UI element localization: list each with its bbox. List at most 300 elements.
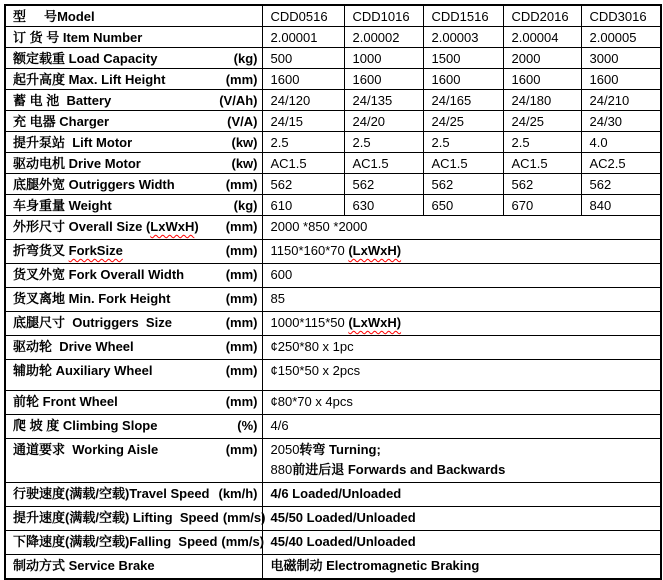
row-label — [13, 533, 217, 550]
text-segment: Min. Fork Height — [68, 291, 171, 306]
value-text: 2000 — [511, 51, 541, 66]
label-unit-wrap — [6, 288, 262, 308]
row-unit: (mm) — [225, 177, 258, 192]
value-text: 1600 — [431, 72, 461, 87]
spec-value-item-number-col2 — [344, 27, 423, 48]
spec-value-model-col5 — [581, 5, 661, 27]
text-segment: Working Aisle — [72, 442, 159, 457]
spec-value-lift-motor-col5 — [581, 132, 661, 153]
text-segment: 订 货 号 — [13, 30, 63, 45]
spec-row-auxiliary-wheel — [5, 360, 661, 391]
text-segment: 前进后退 — [292, 462, 348, 477]
row-label — [13, 290, 170, 307]
row-unit: (km/h) — [218, 486, 258, 501]
value-text: 610 — [270, 198, 293, 213]
spec-row-max-lift-height — [5, 69, 661, 90]
spec-label-service-brake — [5, 555, 262, 580]
spec-value-item-number-col5 — [581, 27, 661, 48]
row-unit: (V/Ah) — [219, 93, 258, 108]
text-segment: ¢80*70 x 4pcs — [270, 394, 353, 409]
spec-row-lift-motor — [5, 132, 661, 153]
spellcheck-flagged-text: LxWxH — [150, 219, 195, 234]
label-unit-wrap — [6, 312, 262, 332]
value-line — [271, 266, 659, 286]
text-segment: 驱动电机 — [13, 156, 69, 171]
spec-label-auxiliary-wheel — [5, 360, 262, 391]
label-unit-wrap — [6, 111, 262, 131]
spec-value-max-lift-height-col3 — [423, 69, 503, 90]
spec-table-body — [5, 5, 661, 579]
spec-label-battery — [5, 90, 262, 111]
row-label — [13, 417, 157, 434]
value-text: CDD1016 — [352, 9, 410, 24]
row-label — [13, 176, 175, 193]
row-unit: (mm) — [225, 267, 258, 282]
spec-label-charger — [5, 111, 262, 132]
text-segment: 880 — [270, 462, 293, 477]
spec-label-falling-speed — [5, 531, 265, 555]
spec-label-climbing-slope — [5, 415, 262, 439]
spec-value-charger-col4 — [503, 111, 581, 132]
value-text: 1600 — [511, 72, 541, 87]
spec-row-load-capacity — [5, 48, 661, 69]
row-unit: (kw) — [231, 135, 258, 150]
text-segment: 行驶速度(满载/空载) — [13, 486, 130, 501]
text-segment: 85 — [270, 291, 285, 306]
spec-label-load-capacity — [5, 48, 262, 69]
text-segment: Electromagnetic Braking — [326, 558, 480, 573]
value-text: 24/25 — [511, 114, 545, 129]
text-segment: 爬 坡 度 — [13, 418, 63, 433]
spec-value-model-col2 — [344, 5, 423, 27]
text-segment: ¢250*80 x 1pc — [270, 339, 354, 354]
value-text: 24/135 — [352, 93, 393, 108]
text-segment: 货叉外宽 — [13, 267, 69, 282]
spec-label-fork-overall-width — [5, 264, 262, 288]
value-text: CDD3016 — [589, 9, 647, 24]
row-label — [13, 197, 112, 214]
spec-value-drive-motor-col3 — [423, 153, 503, 174]
label-unit-wrap — [6, 555, 262, 575]
spec-row-min-fork-height — [5, 288, 661, 312]
label-unit-wrap — [6, 240, 262, 260]
row-label — [13, 338, 134, 355]
label-unit-wrap — [6, 360, 262, 380]
spec-value-load-capacity-col1 — [262, 48, 344, 69]
value-text: 24/25 — [431, 114, 465, 129]
spec-row-outriggers-width — [5, 174, 661, 195]
spec-value-weight-col2 — [344, 195, 423, 216]
spec-value-outriggers-width-col2 — [344, 174, 423, 195]
spec-value-outriggers-width-col5 — [581, 174, 661, 195]
value-text: 2.5 — [511, 135, 530, 150]
spec-label-drive-wheel — [5, 336, 262, 360]
spec-value-weight-col4 — [503, 195, 581, 216]
label-unit-wrap — [6, 507, 266, 527]
value-line — [271, 557, 659, 577]
text-segment: 充 电器 — [13, 114, 60, 129]
value-text: AC2.5 — [589, 156, 626, 171]
spec-row-weight — [5, 195, 661, 216]
row-unit: (mm) — [225, 291, 258, 306]
text-segment: Drive Motor — [68, 156, 141, 171]
text-segment: 1150*160*70 — [270, 243, 349, 258]
value-text: 562 — [270, 177, 293, 192]
spec-value-battery-col5 — [581, 90, 661, 111]
row-unit: (mm/s) — [221, 534, 265, 549]
value-text: AC1.5 — [270, 156, 307, 171]
row-label — [13, 155, 141, 172]
row-unit: (kg) — [233, 198, 258, 213]
label-unit-wrap — [6, 216, 262, 236]
text-segment: 提升速度(满载/空载) — [13, 510, 133, 525]
row-unit: (mm) — [225, 315, 258, 330]
row-unit: (V/A) — [227, 114, 258, 129]
text-segment: 外形尺寸 — [13, 219, 69, 234]
text-segment: Climbing Slope — [62, 418, 158, 433]
value-line — [271, 362, 659, 382]
spec-value-working-aisle — [262, 439, 661, 483]
value-text: 670 — [511, 198, 534, 213]
value-line — [271, 242, 659, 262]
label-unit-wrap — [6, 132, 262, 152]
spec-label-item-number — [5, 27, 262, 48]
value-text: 24/210 — [589, 93, 630, 108]
label-unit-wrap — [6, 174, 262, 194]
row-label — [13, 113, 109, 130]
spec-value-drive-wheel — [262, 336, 661, 360]
text-segment: 2050 — [270, 442, 300, 457]
value-text: 2.5 — [270, 135, 289, 150]
row-label — [13, 362, 152, 379]
value-text — [263, 288, 661, 311]
value-line — [271, 461, 659, 481]
row-label — [13, 266, 184, 283]
label-unit-wrap — [6, 483, 262, 503]
label-unit-wrap — [6, 531, 265, 551]
text-segment: Outriggers Size — [72, 315, 172, 330]
value-text: 1500 — [431, 51, 461, 66]
spec-value-weight-col3 — [423, 195, 503, 216]
spec-value-max-lift-height-col4 — [503, 69, 581, 90]
row-unit: (mm) — [225, 243, 258, 258]
text-segment: 下降速度(满载/空载) — [13, 534, 130, 549]
spec-value-climbing-slope — [262, 415, 661, 439]
value-text: 562 — [589, 177, 612, 192]
row-unit: (mm) — [225, 72, 258, 87]
value-line — [271, 441, 659, 461]
label-unit-wrap — [6, 48, 262, 68]
row-label — [13, 29, 142, 46]
spec-label-lift-motor — [5, 132, 262, 153]
text-segment: Overall Size ( — [68, 219, 151, 234]
value-text: 2.00003 — [431, 30, 479, 45]
spec-value-charger-col5 — [581, 111, 661, 132]
text-segment: 1000*115*50 — [270, 315, 349, 330]
text-segment: 45/50 Loaded/Unloaded — [270, 510, 416, 525]
spec-value-model-col1 — [262, 5, 344, 27]
spec-label-overall-size — [5, 216, 262, 240]
value-line — [271, 290, 659, 310]
spec-label-front-wheel — [5, 391, 262, 415]
spec-label-lifting-speed — [5, 507, 266, 531]
text-segment: 通道要求 — [13, 442, 73, 457]
text-segment: Forwards and Backwards — [347, 462, 506, 477]
spellcheck-flagged-text: ForkSize — [68, 243, 123, 258]
value-line — [271, 485, 659, 505]
row-unit: (kg) — [233, 51, 258, 66]
text-segment: Lifting Speed — [132, 510, 219, 525]
value-text: 1600 — [352, 72, 382, 87]
spec-label-weight — [5, 195, 262, 216]
text-segment: 转弯 — [299, 442, 330, 457]
spec-value-charger-col1 — [262, 111, 344, 132]
value-text: AC1.5 — [431, 156, 468, 171]
text-segment: 前轮 — [13, 394, 43, 409]
spec-row-front-wheel — [5, 391, 661, 415]
spec-value-model-col3 — [423, 5, 503, 27]
spec-value-battery-col1 — [262, 90, 344, 111]
label-unit-wrap — [6, 195, 262, 215]
text-segment: Fork Overall Width — [68, 267, 185, 282]
spec-value-weight-col1 — [262, 195, 344, 216]
row-unit: (mm) — [225, 394, 258, 409]
row-unit: (mm) — [225, 219, 258, 234]
value-line — [271, 417, 659, 437]
spec-row-battery — [5, 90, 661, 111]
text-segment: Charger — [59, 114, 110, 129]
spec-value-battery-col4 — [503, 90, 581, 111]
row-label — [13, 242, 123, 259]
text-segment: Auxiliary Wheel — [55, 363, 153, 378]
spec-value-battery-col3 — [423, 90, 503, 111]
row-unit: (%) — [237, 418, 258, 433]
spec-label-drive-motor — [5, 153, 262, 174]
spec-label-fork-size — [5, 240, 262, 264]
text-segment: 45/40 Loaded/Unloaded — [270, 534, 416, 549]
value-line — [271, 393, 659, 413]
spec-value-front-wheel — [262, 391, 661, 415]
spec-value-item-number-col4 — [503, 27, 581, 48]
text-segment: 提升泵站 — [13, 135, 73, 150]
value-text: 1600 — [589, 72, 619, 87]
text-segment: ) — [194, 219, 199, 234]
value-text: CDD2016 — [511, 9, 569, 24]
value-text — [263, 439, 661, 482]
label-unit-wrap — [6, 153, 262, 173]
text-segment: ¢150*50 x 2pcs — [270, 363, 361, 378]
spec-row-model — [5, 5, 661, 27]
text-segment: 蓄 电 池 — [13, 93, 67, 108]
row-unit: (kw) — [231, 156, 258, 171]
text-segment: 辅助轮 — [13, 363, 56, 378]
value-text: 650 — [431, 198, 454, 213]
value-text: 562 — [352, 177, 375, 192]
value-text: 2.5 — [431, 135, 450, 150]
spec-value-item-number-col3 — [423, 27, 503, 48]
value-text — [263, 415, 661, 438]
spec-value-drive-motor-col5 — [581, 153, 661, 174]
label-unit-wrap — [6, 69, 262, 89]
text-segment: Item Number — [62, 30, 143, 45]
row-label — [13, 92, 111, 109]
spec-row-overall-size — [5, 216, 661, 240]
spec-value-outriggers-width-col3 — [423, 174, 503, 195]
row-unit: (mm) — [225, 442, 258, 457]
text-segment: 制动方式 — [13, 558, 69, 573]
spec-row-lifting-speed — [5, 507, 661, 531]
spec-table — [4, 4, 662, 580]
row-label — [13, 50, 157, 67]
spec-row-working-aisle — [5, 439, 661, 483]
row-label — [13, 557, 155, 574]
row-label — [13, 441, 158, 458]
text-segment: 底腿外宽 — [13, 177, 69, 192]
text-segment: 车身重量 — [13, 198, 69, 213]
row-label — [13, 314, 172, 331]
value-text: 2.00001 — [270, 30, 318, 45]
text-segment: 折弯货叉 — [13, 243, 69, 258]
spec-value-drive-motor-col1 — [262, 153, 344, 174]
spec-row-drive-motor — [5, 153, 661, 174]
value-text: CDD0516 — [270, 9, 328, 24]
spellcheck-flagged-text: (LxWxH) — [348, 243, 402, 258]
value-text: AC1.5 — [352, 156, 389, 171]
text-segment: 货叉离地 — [13, 291, 69, 306]
value-text: 1600 — [270, 72, 300, 87]
spec-label-travel-speed — [5, 483, 262, 507]
spec-value-lift-motor-col1 — [262, 132, 344, 153]
spec-row-item-number — [5, 27, 661, 48]
value-text — [263, 264, 661, 287]
spec-row-fork-overall-width — [5, 264, 661, 288]
spec-value-drive-motor-col4 — [503, 153, 581, 174]
value-text: 3000 — [589, 51, 619, 66]
value-text: 4.0 — [589, 135, 608, 150]
row-label — [13, 509, 219, 526]
spec-value-weight-col5 — [581, 195, 661, 216]
spec-row-travel-speed — [5, 483, 661, 507]
spec-value-lift-motor-col4 — [503, 132, 581, 153]
label-unit-wrap — [6, 391, 262, 411]
spec-label-min-fork-height — [5, 288, 262, 312]
text-segment: 600 — [270, 267, 293, 282]
value-text: 24/120 — [270, 93, 311, 108]
value-text — [263, 336, 661, 359]
value-text — [263, 507, 661, 530]
row-label — [13, 485, 210, 502]
text-segment: Model — [57, 9, 95, 24]
spec-value-fork-overall-width — [262, 264, 661, 288]
value-text: 840 — [589, 198, 612, 213]
value-text: 24/30 — [589, 114, 623, 129]
spec-value-load-capacity-col3 — [423, 48, 503, 69]
label-unit-wrap — [6, 264, 262, 284]
spec-value-battery-col2 — [344, 90, 423, 111]
label-unit-wrap — [6, 6, 262, 26]
value-text: 562 — [431, 177, 454, 192]
text-segment: 电磁制动 — [270, 558, 327, 573]
spec-value-model-col4 — [503, 5, 581, 27]
label-unit-wrap — [6, 336, 262, 356]
text-segment: Weight — [68, 198, 112, 213]
spec-value-charger-col2 — [344, 111, 423, 132]
value-text — [263, 391, 661, 414]
spec-value-service-brake — [262, 555, 661, 580]
spec-value-load-capacity-col2 — [344, 48, 423, 69]
row-label — [13, 8, 95, 25]
row-label — [13, 218, 199, 235]
spec-row-charger — [5, 111, 661, 132]
text-segment: Drive Wheel — [59, 339, 134, 354]
spec-value-min-fork-height — [262, 288, 661, 312]
value-text — [263, 531, 661, 554]
value-text: CDD1516 — [431, 9, 489, 24]
spec-value-lifting-speed — [262, 507, 661, 531]
value-line — [271, 509, 659, 529]
value-text: 1000 — [352, 51, 382, 66]
text-segment: Travel Speed — [129, 486, 210, 501]
spec-label-outriggers-width — [5, 174, 262, 195]
spellcheck-flagged-text: (LxWxH) — [348, 315, 402, 330]
spec-value-auxiliary-wheel — [262, 360, 661, 391]
value-text: 2.5 — [352, 135, 371, 150]
row-label — [13, 134, 132, 151]
spec-value-outriggers-width-col4 — [503, 174, 581, 195]
value-line — [271, 314, 659, 334]
value-text — [263, 555, 661, 578]
text-segment: 型 号 — [13, 9, 58, 24]
value-text — [263, 483, 661, 506]
spec-row-climbing-slope — [5, 415, 661, 439]
row-unit: (mm/s) — [222, 510, 266, 525]
value-text: 500 — [270, 51, 293, 66]
text-segment: Outriggers Width — [68, 177, 175, 192]
text-segment: Load Capacity — [68, 51, 158, 66]
spec-value-max-lift-height-col5 — [581, 69, 661, 90]
spec-row-falling-speed — [5, 531, 661, 555]
text-segment: Falling Speed — [129, 534, 218, 549]
label-unit-wrap — [6, 439, 262, 459]
spec-row-fork-size — [5, 240, 661, 264]
value-text — [263, 312, 661, 335]
spec-value-load-capacity-col4 — [503, 48, 581, 69]
spec-value-falling-speed — [262, 531, 661, 555]
spec-value-drive-motor-col2 — [344, 153, 423, 174]
spec-row-service-brake — [5, 555, 661, 580]
text-segment: 2000 *850 *2000 — [270, 219, 368, 234]
value-text: 2.00004 — [511, 30, 559, 45]
text-segment: 驱动轮 — [13, 339, 60, 354]
spec-value-max-lift-height-col1 — [262, 69, 344, 90]
text-segment: 4/6 Loaded/Unloaded — [270, 486, 402, 501]
row-label — [13, 71, 165, 88]
spec-value-travel-speed — [262, 483, 661, 507]
spec-value-overall-size — [262, 216, 661, 240]
value-text — [263, 216, 661, 239]
text-segment: 底腿尺寸 — [13, 315, 73, 330]
row-unit: (mm) — [225, 339, 258, 354]
spec-value-item-number-col1 — [262, 27, 344, 48]
row-label — [13, 393, 118, 410]
spec-value-outriggers-size — [262, 312, 661, 336]
spec-row-drive-wheel — [5, 336, 661, 360]
value-text: 24/20 — [352, 114, 386, 129]
spec-label-max-lift-height — [5, 69, 262, 90]
value-line — [271, 533, 659, 553]
text-segment: Max. Lift Height — [68, 72, 166, 87]
text-segment: Battery — [66, 93, 112, 108]
